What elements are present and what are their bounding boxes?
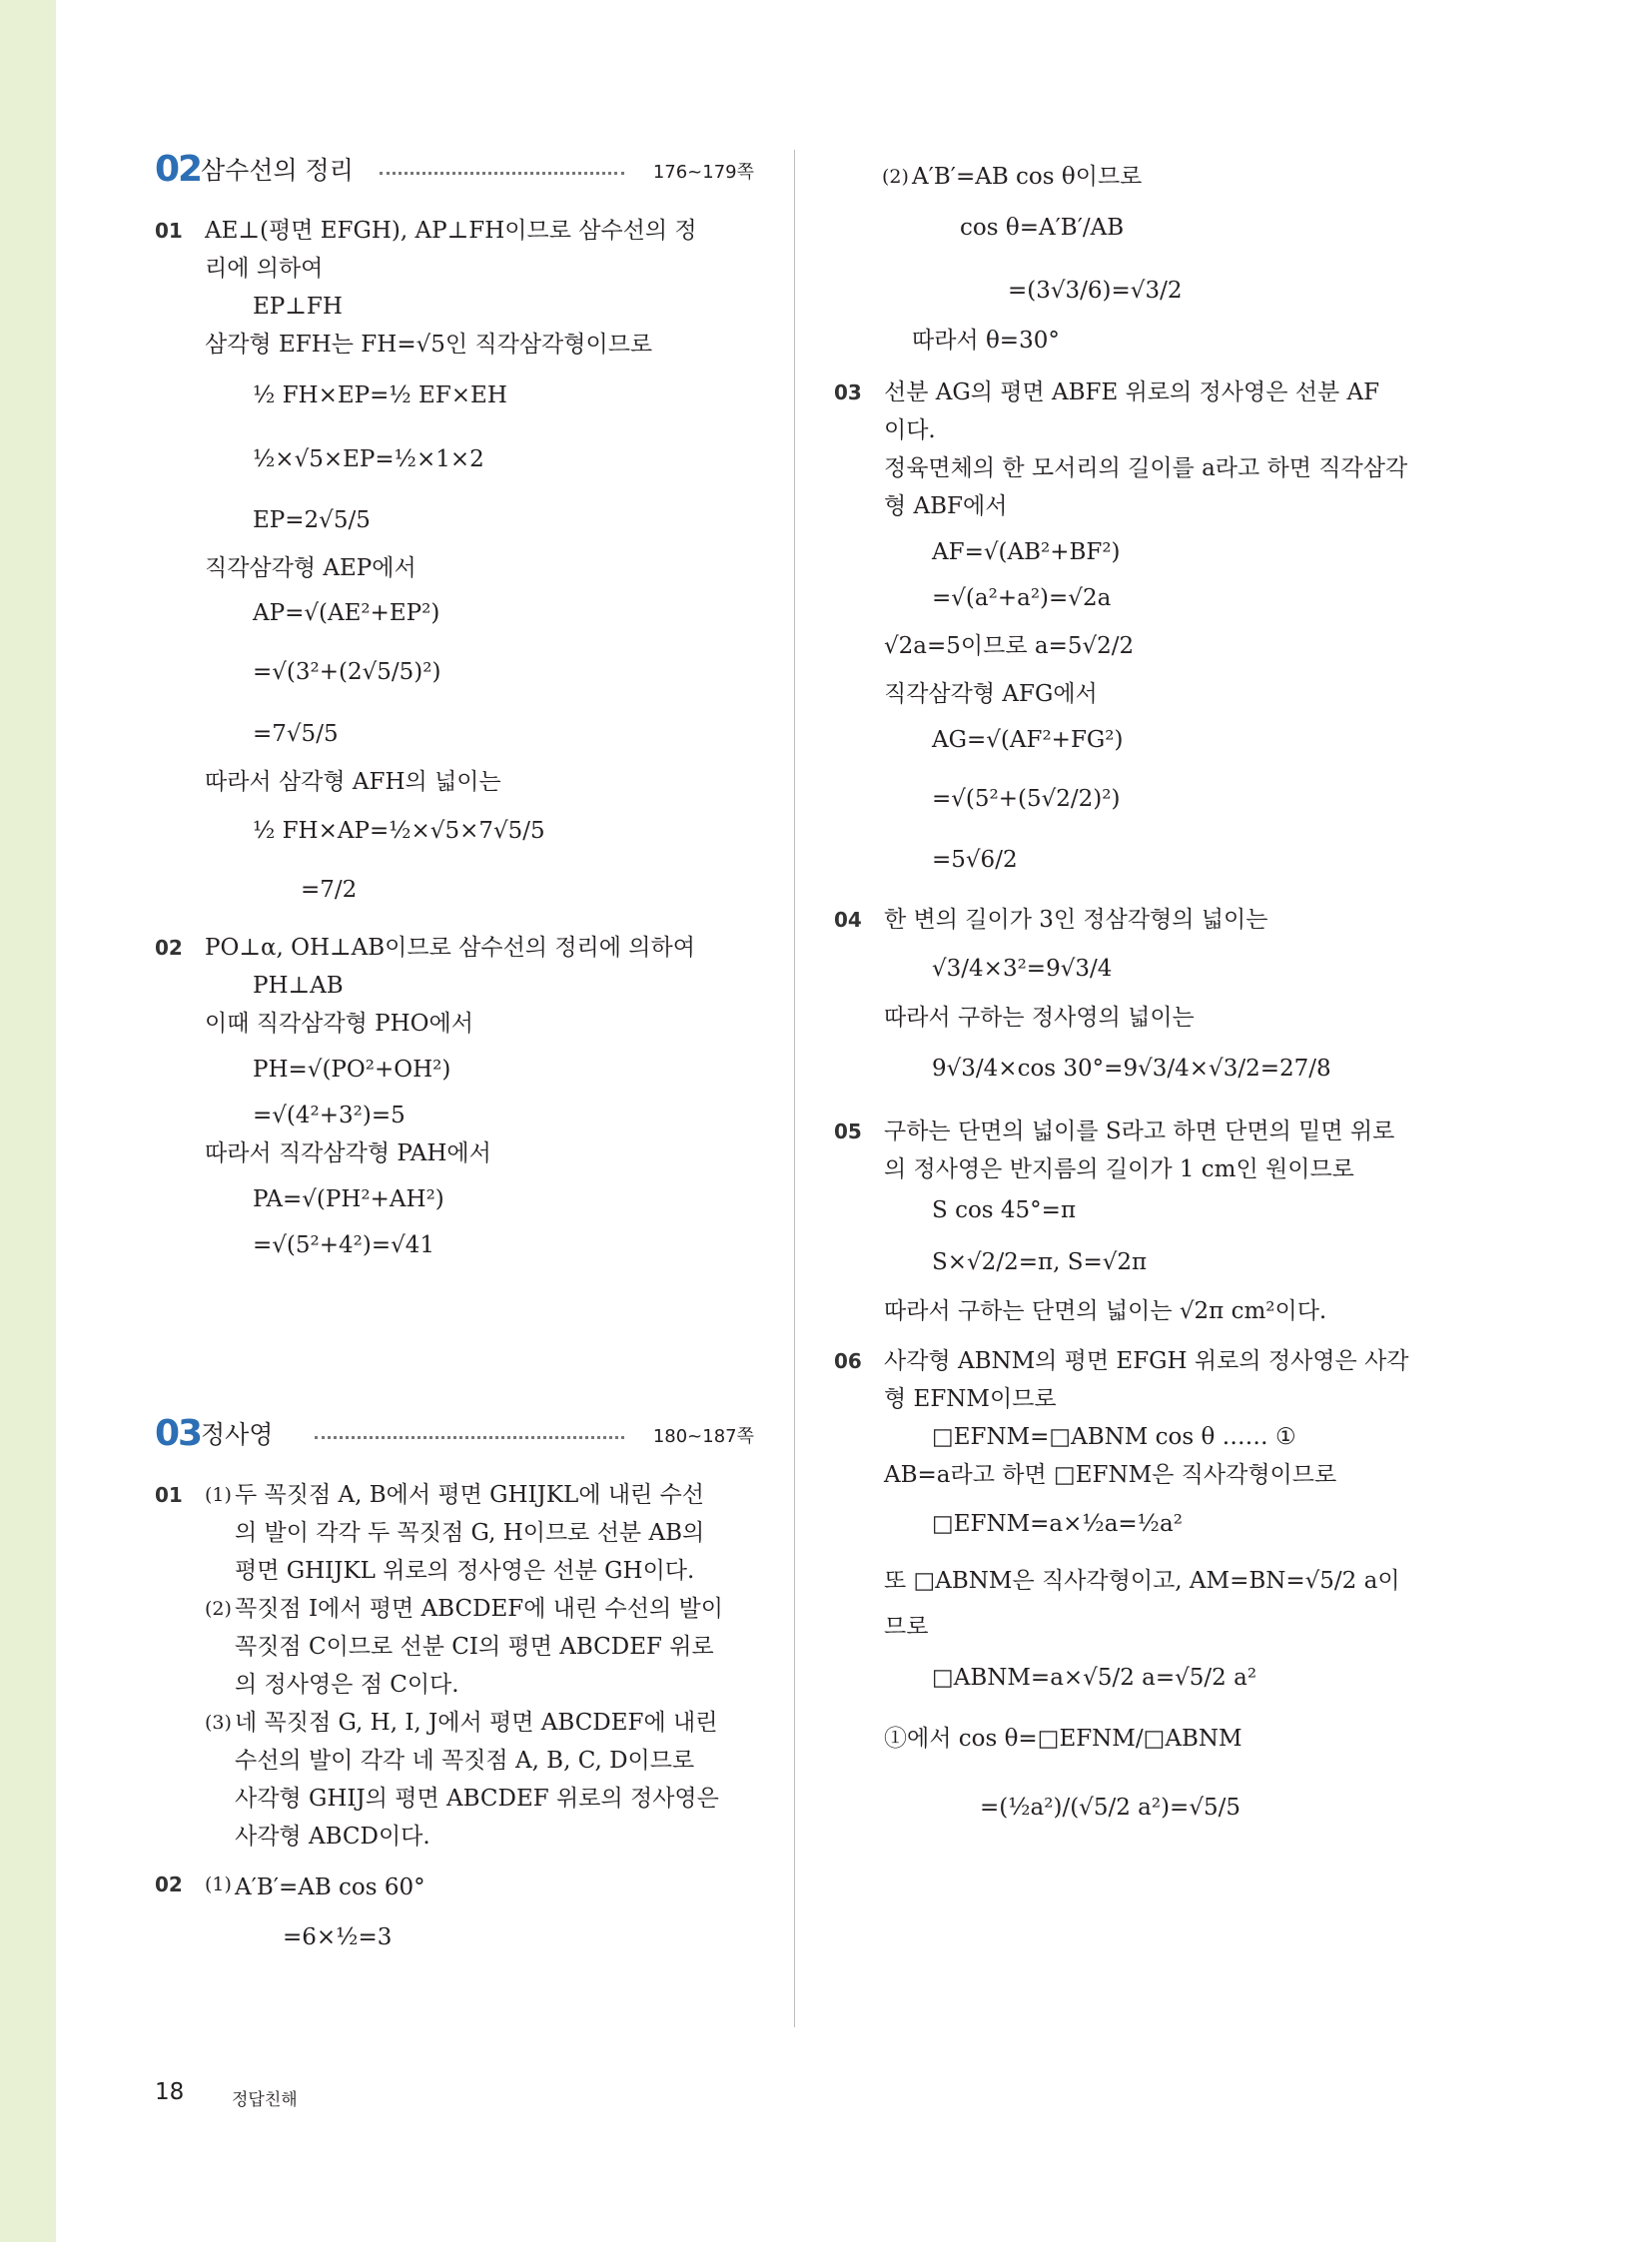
problem-02	[155, 929, 754, 1264]
solution-line: √3/4×3²=9√3/4	[932, 956, 1113, 982]
section-title: 삼수선의 정리	[201, 156, 354, 185]
sub-answer-1	[205, 1866, 754, 1965]
solution-line: □EFNM=a×½a=½a²	[932, 1511, 1183, 1537]
section-header-03	[155, 1414, 754, 1458]
solution-line: AE⊥(평면 EFGH), AP⊥FH이므로 삼수선의 정	[205, 218, 697, 244]
sub-label: (1)	[205, 1873, 232, 1895]
leader-dots	[380, 172, 624, 175]
solution-line: =√(a²+a²)=√2a	[932, 585, 1112, 611]
solution-line: 네 꼭짓점 G, H, I, J에서 평면 ABCDEF에 내린	[235, 1710, 718, 1736]
right-column	[834, 158, 1433, 1848]
sub-label: (3)	[205, 1712, 232, 1734]
section-pages: 176~179쪽	[652, 162, 754, 183]
solution-line: A′B′=AB cos θ이므로	[912, 164, 1143, 190]
solution-line: 형 EFNM이므로	[884, 1386, 1057, 1412]
solution-line: AG=√(AF²+FG²)	[932, 727, 1124, 753]
problem-02-continued	[834, 158, 1433, 360]
book-title: 정답친해	[232, 2090, 298, 2110]
solution-line: 따라서 구하는 정사영의 넓이는	[884, 1005, 1195, 1031]
solution-line: 선분 AG의 평면 ABFE 위로의 정사영은 선분 AF	[884, 379, 1380, 405]
solution-line: 이때 직각삼각형 PHO에서	[205, 1011, 473, 1037]
solution-line: PA=√(PH²+AH²)	[253, 1186, 444, 1212]
page-margin-strip	[0, 0, 56, 2242]
solution-line: PO⊥α, OH⊥AB이므로 삼수선의 정리에 의하여	[205, 935, 695, 961]
solution-line: ½ FH×AP=½×√5×7√5/5	[253, 818, 545, 844]
solution-line: cos θ=A′B′/AB	[960, 215, 1125, 241]
problem-03	[834, 374, 1433, 889]
solution-line: EP=2√5/5	[253, 507, 371, 533]
solution-line: PH=√(PO²+OH²)	[253, 1057, 451, 1083]
solution-line: S cos 45°=π	[932, 1197, 1077, 1223]
solution-line: 따라서 구하는 단면의 넓이는 √2π cm²이다.	[884, 1298, 1327, 1324]
solution-line: S×√2/2=π, S=√2π	[932, 1249, 1148, 1275]
solution-line: ①에서 cos θ=□EFNM/□ABNM	[884, 1726, 1242, 1752]
solution-line: 형 ABF에서	[884, 493, 1008, 519]
problem-number: 03	[834, 380, 862, 404]
sub-answer-2	[882, 158, 1433, 360]
solution-line: =√(3²+(2√5/5)²)	[253, 659, 441, 685]
solution-line: EP⊥FH	[253, 294, 343, 320]
problem-number: 04	[834, 908, 862, 932]
solution-line: 의 정사영은 점 C이다.	[235, 1672, 459, 1698]
solution-line: 정육면체의 한 모서리의 길이를 a라고 하면 직각삼각	[884, 455, 1408, 481]
problem-number: 01	[155, 1483, 183, 1507]
solution-line: □ABNM=a×√5/2 a=√5/2 a²	[932, 1665, 1257, 1691]
sub-answer-3	[205, 1704, 754, 1856]
sub-answer-2	[205, 1590, 754, 1704]
solution-line: □EFNM=□ABNM cos θ …… ①	[932, 1424, 1296, 1450]
solution-line: 9√3/4×cos 30°=9√3/4×√3/2=27/8	[932, 1056, 1331, 1082]
solution-line: 사각형 ABNM의 평면 EFGH 위로의 정사영은 사각	[884, 1348, 1409, 1374]
solution-line: =5√6/2	[932, 847, 1018, 873]
sub-label: (2)	[882, 166, 909, 188]
solution-line: 므로	[884, 1614, 929, 1640]
problem-05	[834, 1113, 1433, 1330]
problem-number: 02	[155, 936, 183, 960]
solution-line: 꼭짓점 I에서 평면 ABCDEF에 내린 수선의 발이	[235, 1596, 723, 1622]
solution-line: 직각삼각형 AFG에서	[884, 681, 1098, 707]
problem-01	[155, 212, 754, 919]
solution-line: 따라서 θ=30°	[912, 328, 1060, 354]
problem-06	[834, 1342, 1433, 1848]
solution-line: ½×√5×EP=½×1×2	[253, 446, 484, 472]
solution-line: 따라서 삼각형 AFH의 넓이는	[205, 769, 501, 795]
section-header-02	[155, 150, 754, 194]
solution-line: =(3√3/6)=√3/2	[1008, 278, 1183, 304]
solution-line: =7/2	[301, 877, 358, 903]
problem-04	[834, 901, 1433, 1101]
solution-line: =√(5²+(5√2/2)²)	[932, 786, 1121, 812]
problem-number: 01	[155, 219, 183, 243]
solution-line: √2a=5이므로 a=5√2/2	[884, 633, 1135, 659]
solution-line: ½ FH×EP=½ EF×EH	[253, 382, 507, 408]
solution-line: 의 발이 각각 두 꼭짓점 G, H이므로 선분 AB의	[235, 1520, 705, 1546]
solution-line: 수선의 발이 각각 네 꼭짓점 A, B, C, D이므로	[235, 1748, 695, 1774]
solution-line: 구하는 단면의 넓이를 S라고 하면 단면의 밑면 위로	[884, 1119, 1395, 1144]
solution-line: 직각삼각형 AEP에서	[205, 555, 416, 581]
problem-number: 02	[155, 1872, 183, 1896]
solution-line: 사각형 GHIJ의 평면 ABCDEF 위로의 정사영은	[235, 1786, 719, 1812]
section-number: 02	[155, 149, 202, 190]
section-title: 정사영	[201, 1420, 274, 1449]
solution-line: =7√5/5	[253, 721, 339, 747]
left-column	[155, 150, 754, 1965]
problem-02	[155, 1866, 754, 1965]
section-number: 03	[155, 1413, 202, 1454]
page-number: 18	[155, 2079, 185, 2105]
column-divider	[794, 150, 795, 2027]
problem-number: 05	[834, 1120, 862, 1143]
solution-line: AP=√(AE²+EP²)	[253, 600, 440, 626]
section-pages: 180~187쪽	[652, 1426, 754, 1447]
solution-line: AF=√(AB²+BF²)	[932, 539, 1121, 565]
leader-dots	[315, 1436, 624, 1439]
solution-line: 삼각형 EFH는 FH=√5인 직각삼각형이므로	[205, 332, 653, 358]
solution-line: 또 □ABNM은 직사각형이고, AM=BN=√5/2 a이	[884, 1568, 1400, 1594]
sub-label: (1)	[205, 1484, 232, 1506]
solution-line: 의 정사영은 반지름의 길이가 1 cm인 원이므로	[884, 1156, 1354, 1182]
solution-line: 사각형 ABCD이다.	[235, 1824, 430, 1850]
solution-line: =6×½=3	[283, 1924, 393, 1950]
solution-line: AB=a라고 하면 □EFNM은 직사각형이므로	[884, 1462, 1337, 1488]
solution-line: =√(5²+4²)=√41	[253, 1232, 435, 1258]
sub-label: (2)	[205, 1598, 232, 1620]
solution-line: 이다.	[884, 417, 936, 443]
solution-line: 리에 의하여	[205, 256, 324, 282]
solution-line: 꼭짓점 C이므로 선분 CI의 평면 ABCDEF 위로	[235, 1634, 714, 1660]
problem-01	[155, 1476, 754, 1856]
solution-line: PH⊥AB	[253, 973, 344, 999]
solution-line: A′B′=AB cos 60°	[235, 1874, 425, 1900]
solution-line: =(½a²)/(√5/2 a²)=√5/5	[980, 1795, 1240, 1821]
solution-line: 두 꼭짓점 A, B에서 평면 GHIJKL에 내린 수선	[235, 1482, 705, 1508]
solution-line: =√(4²+3²)=5	[253, 1103, 406, 1128]
problem-number: 06	[834, 1349, 862, 1373]
solution-line: 평면 GHIJKL 위로의 정사영은 선분 GH이다.	[235, 1558, 695, 1584]
solution-line: 한 변의 길이가 3인 정삼각형의 넓이는	[884, 907, 1268, 933]
sub-answer-1	[205, 1476, 754, 1590]
solution-line: 따라서 직각삼각형 PAH에서	[205, 1140, 491, 1166]
